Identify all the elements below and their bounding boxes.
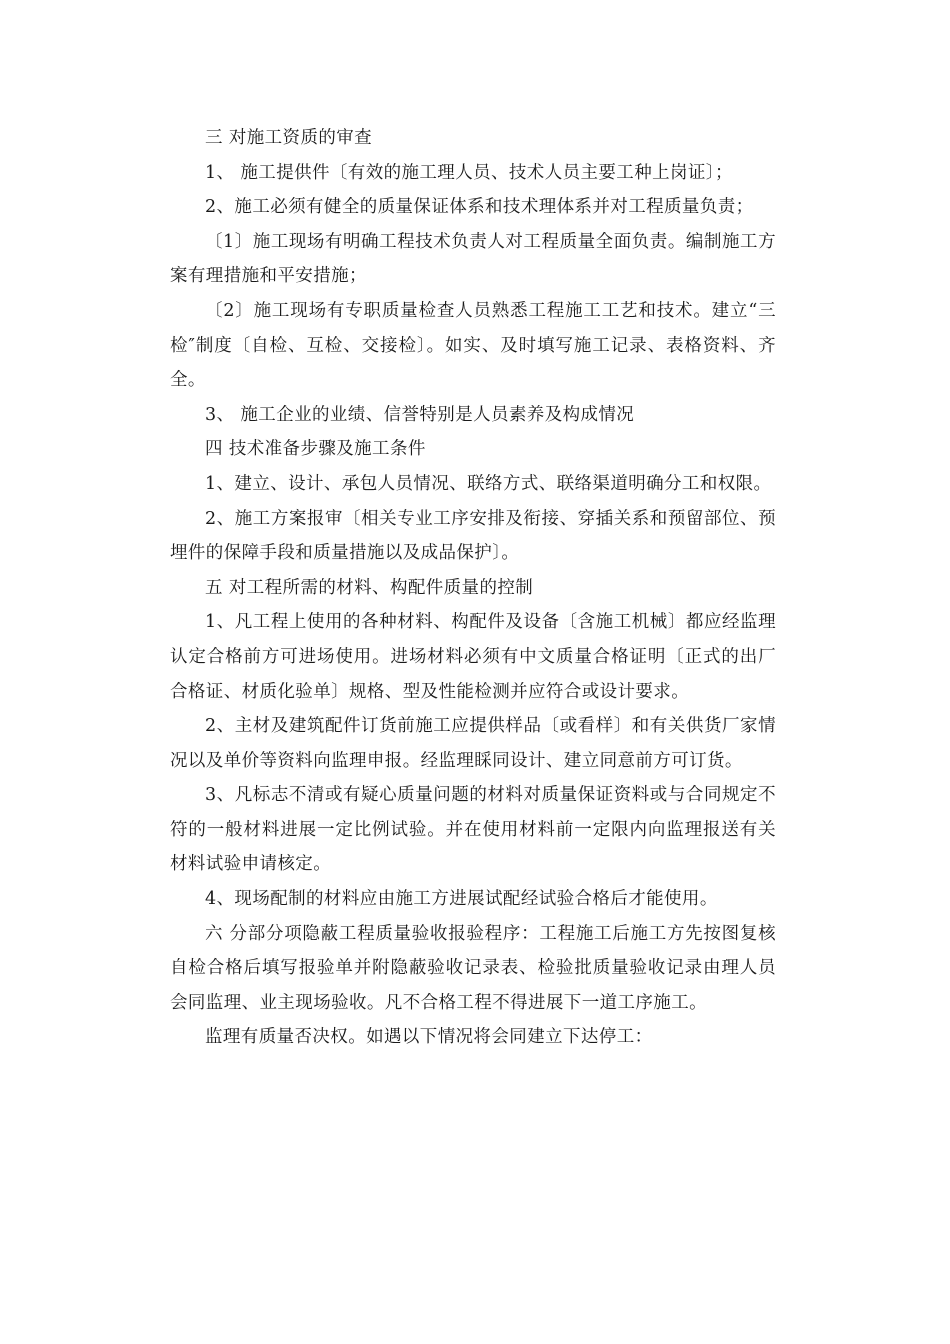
paragraph: 监理有质量否决权。如遇以下情况将会同建立下达停工：: [205, 1027, 653, 1048]
paragraph: 1、 施工提供件〔有效的施工理人员、技术人员主要工种上岗证〕；: [205, 162, 733, 183]
paragraph: 1、建立、设计、承包人员情况、联络方式、联络渠道明确分工和权限。: [205, 473, 772, 494]
paragraph: 〔2〕施工现场有专职质量检查人员熟悉工程施工工艺和技术。建立“三检″制度〔自检、互检、交接检〕。如实、及时填写施工记录、表格资料、齐全。: [170, 300, 776, 391]
paragraph: 4、现场配制的材料应由施工方进展试配经试验合格后才能使用。: [205, 889, 718, 910]
section-heading-3: 三 对施工资质的审查: [205, 128, 373, 148]
paragraph: 2、主材及建筑配件订货前施工应提供样品〔或看样〕和有关供货厂家情况以及单价等资料向监理申报。经监理睬同设计、建立同意前方可订货。: [170, 716, 776, 771]
section-heading-5: 五 对工程所需的材料、构配件质量的控制: [205, 577, 534, 598]
section-heading-6: 六 分部分项隐蔽工程质量验收报验程序：工程施工后施工方先按图复核自检合格后填写报验单并附隐蔽验收记录表、检验批质量验收记录由理人员会同监理、业主现场验收。凡不合格工程不得进展下一道工序施工。: [170, 923, 776, 1013]
paragraph: 3、凡标志不清或有疑心质量问题的材料对质量保证资料或与合同规定不符的一般材料进展一定比例试验。并在使用材料前一定限内向监理报送有关材料试验申请核定。: [170, 785, 776, 875]
paragraph: 1、凡工程上使用的各种材料、构配件及设备〔含施工机械〕都应经监理认定合格前方可进场使用。进场材料必须有中文质量合格证明〔正式的出厂合格证、材质化验单〕规格、型及性能检测并应符合或设计要求。: [170, 612, 776, 702]
paragraph: 2、施工方案报审〔相关专业工序安排及衔接、穿插关系和预留部位、预埋件的保障手段和质量措施以及成品保护〕。: [170, 508, 776, 564]
paragraph: 2、施工必须有健全的质量保证体系和技术理体系并对工程质量负责；: [205, 197, 754, 218]
paragraph: 〔1〕施工现场有明确工程技术负责人对工程质量全面负责。编制施工方案有理措施和平安措施；: [170, 231, 776, 287]
section-heading-4: 四 技术准备步骤及施工条件: [205, 439, 426, 460]
paragraph: 3、 施工企业的业绩、信誉特别是人员素养及构成情况: [205, 404, 635, 425]
document-body: [170, 121, 776, 1055]
